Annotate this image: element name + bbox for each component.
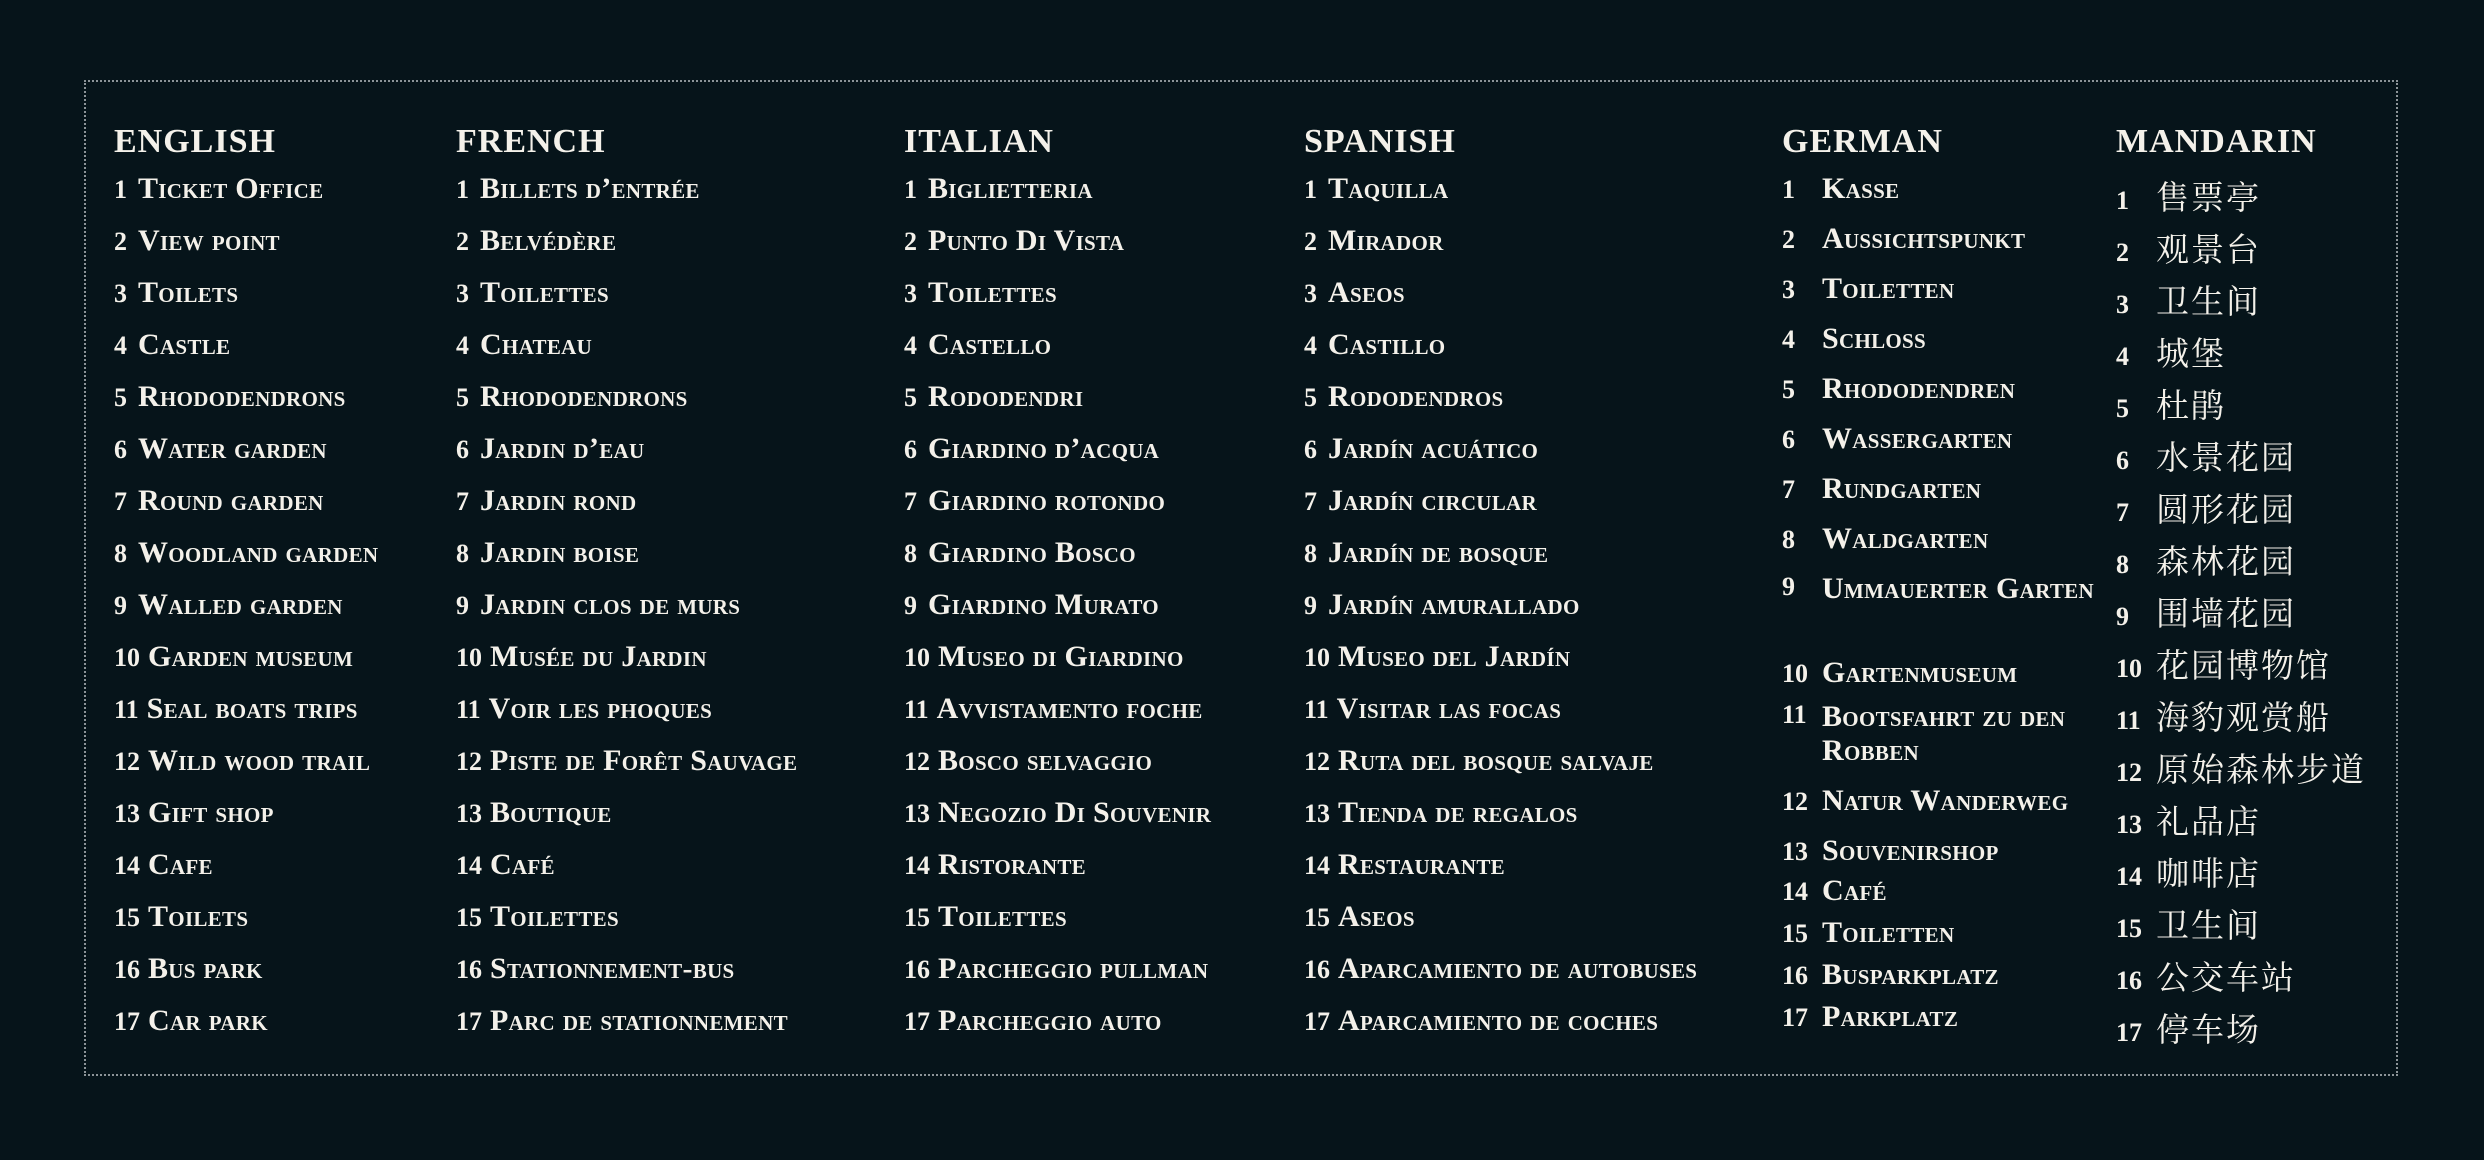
legend-frame: [84, 80, 2398, 1076]
list-item: 5 Rododendri: [904, 380, 1084, 413]
list-item: 15 Toiletten: [1782, 916, 1955, 949]
list-item: 4 Schloss: [1782, 322, 1926, 355]
list-item: 15 Aseos: [1304, 900, 1415, 933]
column-german: [1782, 122, 2112, 1042]
list-item: 11 Voir les phoques: [456, 692, 713, 725]
list-item: 2 Mirador: [1304, 224, 1444, 257]
list-item: 12 Wild wood trail: [114, 744, 371, 777]
list-item: 3 Toiletten: [1782, 272, 1955, 305]
list-item: 6 Jardin d’eau: [456, 432, 645, 465]
list-spanish: [1304, 172, 1697, 1056]
list-item: 6 Jardín acuático: [1304, 432, 1539, 465]
list-item: 7 Round garden: [114, 484, 324, 517]
list-italian: [904, 172, 1211, 1056]
list-item: 10 Garden museum: [114, 640, 354, 673]
list-item: 2 View point: [114, 224, 280, 257]
list-item: 10 Museo di Giardino: [904, 640, 1184, 673]
column-title-french: FRENCH: [456, 123, 606, 160]
list-item: 17 停车场: [2116, 1010, 2261, 1049]
list-french: [456, 172, 797, 1056]
list-item: 4 Castle: [114, 328, 231, 361]
list-item: 5 Rhododendrons: [456, 380, 688, 413]
list-item: 2 观景台: [2116, 230, 2261, 269]
list-item: 5 Rhododendrons: [114, 380, 346, 413]
list-item: 2 Belvédère: [456, 224, 617, 257]
list-item: 3 Aseos: [1304, 276, 1405, 309]
list-english: [114, 172, 378, 1056]
list-item: 16 公交车站: [2116, 958, 2296, 997]
list-item: 6 水景花园: [2116, 438, 2296, 477]
list-item: 16 Aparcamiento de autobuses: [1304, 952, 1698, 985]
list-item: 4 城堡: [2116, 334, 2226, 373]
list-item: 6 Water garden: [114, 432, 327, 465]
list-item: 9 Jardín amurallado: [1304, 588, 1580, 621]
list-item: 14 Ristorante: [904, 848, 1086, 881]
list-item: 15 Toilets: [114, 900, 249, 933]
list-item: 1 Biglietteria: [904, 172, 1093, 205]
list-item: 16 Bus park: [114, 952, 263, 985]
list-item: 17 Car park: [114, 1004, 268, 1037]
list-item: 4 Chateau: [456, 328, 593, 361]
list-item: 12 原始森林步道: [2116, 750, 2366, 789]
list-item: 1 Kasse: [1782, 172, 1900, 205]
list-item: 11 Avvistamento foche: [904, 692, 1203, 725]
list-mandarin: [2116, 172, 2366, 1056]
list-item: 12 Natur Wanderweg: [1782, 784, 2069, 817]
column-spanish: [1304, 122, 1697, 1056]
column-title-spanish: SPANISH: [1304, 123, 1456, 160]
list-item: 3 Toilettes: [456, 276, 609, 309]
list-item: 9 Walled garden: [114, 588, 343, 621]
list-item: 13 Negozio Di Souvenir: [904, 796, 1212, 829]
list-item: 11 海豹观赏船: [2116, 698, 2331, 737]
list-item: 13 礼品店: [2116, 802, 2261, 841]
list-item: 4 Castillo: [1304, 328, 1446, 361]
list-item: 11 Visitar las focas: [1304, 692, 1562, 725]
list-item: 7 Jardin rond: [456, 484, 637, 517]
list-item: 6 Wassergarten: [1782, 422, 2013, 455]
list-item: 10 花园博物馆: [2116, 646, 2331, 685]
list-item: 17 Parcheggio auto: [904, 1004, 1162, 1037]
list-item: 7 圆形花园: [2116, 490, 2296, 529]
list-item: 3 Toilets: [114, 276, 239, 309]
list-item: 14 Café: [456, 848, 555, 881]
column-english: [114, 122, 378, 1056]
list-item: 14 Cafe: [114, 848, 213, 881]
list-item: 8 Jardín de bosque: [1304, 536, 1549, 569]
list-item: 16 Stationnement-bus: [456, 952, 735, 985]
list-item: 16 Busparkplatz: [1782, 958, 1999, 991]
list-item: 17 Parkplatz: [1782, 1000, 1959, 1033]
list-item: 17 Aparcamiento de coches: [1304, 1004, 1659, 1037]
list-item: 15 Toilettes: [456, 900, 619, 933]
list-item: 12 Bosco selvaggio: [904, 744, 1153, 777]
list-item: 8 Giardino Bosco: [904, 536, 1136, 569]
list-item: 5 Rhododendren: [1782, 372, 2016, 405]
column-italian: [904, 122, 1211, 1056]
list-item: 9 Jardin clos de murs: [456, 588, 741, 621]
list-item: 1 Billets d’entrée: [456, 172, 700, 205]
list-item: 12 Piste de Forêt Sauvage: [456, 744, 798, 777]
list-item: 13 Souvenirshop: [1782, 834, 1999, 867]
list-item: 9 围墙花园: [2116, 594, 2296, 633]
list-item: 14 咖啡店: [2116, 854, 2261, 893]
list-item: 10 Musée du Jardin: [456, 640, 707, 673]
list-item: 10 Museo del Jardín: [1304, 640, 1571, 673]
list-item: 2 Aussichtspunkt: [1782, 222, 2026, 255]
list-item: 3 卫生间: [2116, 282, 2261, 321]
column-french: [456, 122, 797, 1056]
column-title-english: ENGLISH: [114, 123, 276, 160]
list-item: 13 Gift shop: [114, 796, 274, 829]
column-title-german: GERMAN: [1782, 123, 1943, 160]
list-item: 9 Giardino Murato: [904, 588, 1159, 621]
list-item: 13 Boutique: [456, 796, 612, 829]
list-german: [1782, 172, 2112, 1042]
list-item: 8 森林花园: [2116, 542, 2296, 581]
column-mandarin: [2116, 122, 2366, 1056]
list-item: 14 Café: [1782, 874, 1887, 907]
list-item: 16 Parcheggio pullman: [904, 952, 1209, 985]
column-title-mandarin: MANDARIN: [2116, 123, 2317, 160]
list-item: 12 Ruta del bosque salvaje: [1304, 744, 1654, 777]
list-item: 17 Parc de stationnement: [456, 1004, 788, 1037]
list-item: 2 Punto Di Vista: [904, 224, 1125, 257]
list-item: 8 Woodland garden: [114, 536, 379, 569]
list-item: 3 Toilettes: [904, 276, 1057, 309]
list-item: 9 Ummauerter Garten: [1782, 572, 2094, 605]
list-item: 7 Rundgarten: [1782, 472, 1982, 505]
list-item: 14 Restaurante: [1304, 848, 1505, 881]
list-item: 7 Jardín circular: [1304, 484, 1538, 517]
list-item: 1 Ticket Office: [114, 172, 324, 205]
column-title-italian: ITALIAN: [904, 123, 1054, 160]
list-item: 7 Giardino rotondo: [904, 484, 1166, 517]
list-item: 5 Rododendros: [1304, 380, 1504, 413]
list-item: 10 Gartenmuseum: [1782, 656, 2018, 689]
list-item: 15 Toilettes: [904, 900, 1067, 933]
list-item: 5 杜鹃: [2116, 386, 2226, 425]
list-item: 11 Bootsfahrt zu den Robben: [1782, 700, 2066, 767]
list-item: 6 Giardino d’acqua: [904, 432, 1160, 465]
list-item: 1 Taquilla: [1304, 172, 1449, 205]
list-item: 13 Tienda de regalos: [1304, 796, 1578, 829]
list-item: 8 Waldgarten: [1782, 522, 1989, 555]
list-item: 15 卫生间: [2116, 906, 2261, 945]
list-item: 1 售票亭: [2116, 178, 2261, 217]
list-item: 4 Castello: [904, 328, 1052, 361]
list-item: 8 Jardin boise: [456, 536, 640, 569]
list-item: 11 Seal boats trips: [114, 692, 358, 725]
